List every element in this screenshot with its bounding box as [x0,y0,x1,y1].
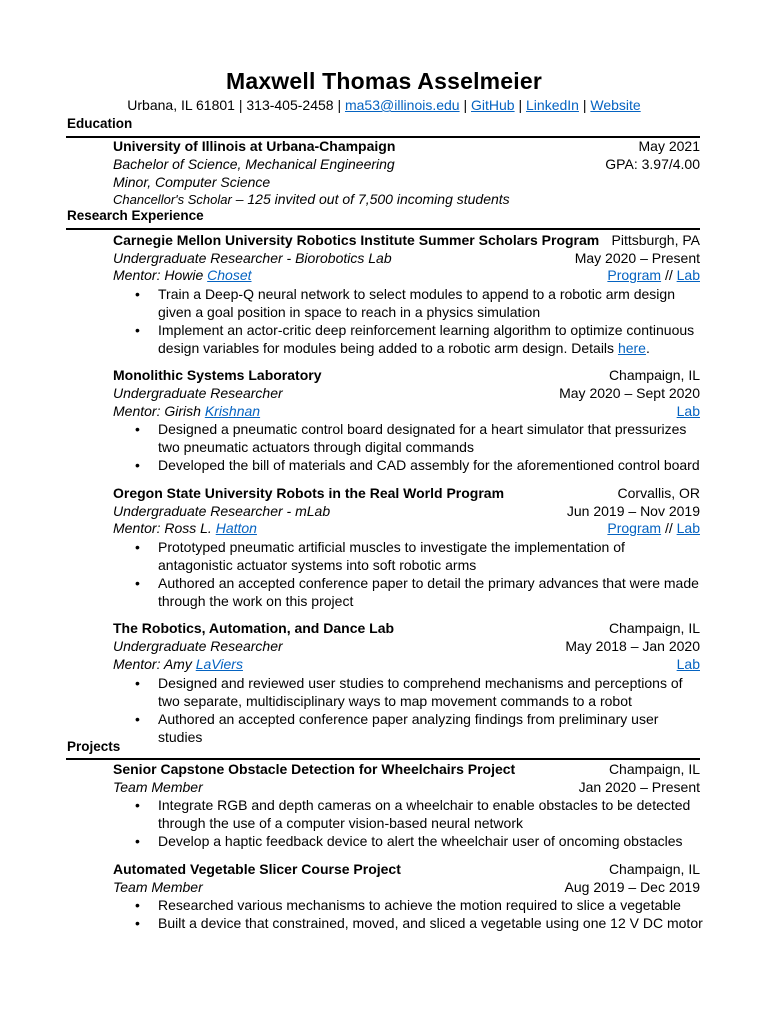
section-title-research: Research Experience [67,208,204,223]
project-entry-role [113,778,700,796]
linkedin-link[interactable]: LinkedIn [526,97,579,113]
project-bullets [113,896,703,932]
research-bullets [113,538,703,610]
research-location: Champaign, IL [608,367,700,383]
research-dates: Jun 2019 – Nov 2019 [566,503,700,519]
lab-link[interactable]: Lab [676,656,700,672]
research-org: The Robotics, Automation, and Dance Lab [113,620,395,636]
lab-link[interactable]: Lab [676,520,700,536]
research-entry-role [113,249,700,267]
mentor-link[interactable]: Krishnan [204,403,261,419]
research-org: Oregon State University Robots in the Real World Program [113,485,505,501]
research-entry-mentor [113,655,700,673]
research-bullets [113,285,703,357]
details-link[interactable]: here [617,340,646,356]
education-school-row [113,137,700,155]
separator: | [514,97,527,113]
separator: | [578,97,591,113]
research-role: Undergraduate Researcher - mLab [113,503,331,519]
list-item: • Designed a pneumatic control board designated for a heart simulator that pressurizes two pneumatic actuators through digital commands [113,420,703,456]
project-role: Team Member [113,779,203,795]
research-org: Carnegie Mellon University Robotics Institute Summer Scholars Program [113,232,600,248]
bullet-end: . [645,340,650,356]
mentor-prefix: Mentor: Ross L. [113,520,216,536]
research-entry-role [113,502,700,520]
research-entry-role [113,637,700,655]
entry-links [677,402,700,420]
honor-name: Chancellor's Scholar [113,192,232,207]
website-link[interactable]: Website [590,97,641,113]
project-name: Automated Vegetable Slicer Course Project [113,861,401,877]
research-entry-role [113,384,700,402]
email-link[interactable]: ma53@illinois.edu [344,97,460,113]
research-dates: May 2020 – Present [574,250,700,266]
research-location: Champaign, IL [608,620,700,636]
list-item: • Authored an accepted conference paper to detail the primary advances that were made through the work on this project [113,574,703,610]
list-item: • Designed and reviewed user studies to comprehend mechanisms and perceptions of two separate, multidisciplinary ways to map movement commands to a robot [113,674,703,710]
research-role: Undergraduate Researcher - Biorobotics Lab [113,250,392,266]
research-bullets [113,420,703,474]
research-entry-header [113,619,700,637]
honor-detail: – 125 invited out of 7,500 incoming students [231,191,510,207]
research-org: Monolithic Systems Laboratory [113,367,322,383]
mentor [113,519,257,537]
program-link[interactable]: Program [607,267,662,283]
mentor-link[interactable]: LaViers [195,656,243,672]
project-bullets [113,796,703,850]
resume-name: Maxwell Thomas Asselmeier [225,68,543,94]
program-link[interactable]: Program [607,520,662,536]
research-dates: May 2018 – Jan 2020 [565,638,700,654]
link-separator: // [661,267,677,283]
lab-link[interactable]: Lab [676,403,700,419]
mentor-link[interactable]: Hatton [215,520,257,536]
bullet-text: Implement an actor-critic deep reinforcement learning algorithm to optimize continuous design variables for modules being added to a robotic arm design. Details [158,322,695,356]
entry-links [607,519,700,537]
mentor-prefix: Mentor: Amy [113,656,196,672]
list-item: • Prototyped pneumatic artificial muscles to investigate the implementation of antagonistic actuator systems into soft robotic arms [113,538,703,574]
education-honor-row [113,190,700,208]
list-item: • Authored an accepted conference paper analyzing findings from preliminary user studies [113,710,703,746]
list-item: • Researched various mechanisms to achieve the motion required to slice a vegetable [113,896,703,914]
project-name: Senior Capstone Obstacle Detection for Wheelchairs Project [113,761,516,777]
research-entry-mentor [113,519,700,537]
research-location: Pittsburgh, PA [611,232,700,248]
project-role: Team Member [113,879,203,895]
list-item: • Built a device that constrained, moved, and sliced a vegetable using one 12 V DC motor [113,914,703,932]
research-bullets [113,674,703,746]
minor: Minor, Computer Science [113,174,271,190]
location-phone: Urbana, IL 61801 | 313-405-2458 | [127,97,345,113]
list-item [113,321,703,357]
github-link[interactable]: GitHub [471,97,515,113]
gpa: GPA: 3.97/4.00 [605,156,700,172]
project-location: Champaign, IL [608,861,700,877]
research-role: Undergraduate Researcher [113,638,283,654]
mentor [113,402,260,420]
lab-link[interactable]: Lab [676,267,700,283]
mentor-prefix: Mentor: Howie [113,267,208,283]
research-entry-mentor [113,402,700,420]
contact-line [0,97,768,113]
list-item: • Train a Deep-Q neural network to select modules to append to a robotic arm design given a goal position in space to reach in a physics simulation [113,285,703,321]
link-separator: // [661,520,677,536]
research-entry-header [113,484,700,502]
research-dates: May 2020 – Sept 2020 [559,385,700,401]
list-item: • Develop a haptic feedback device to alert the wheelchair user of oncoming obstacles [113,832,703,850]
school-name: University of Illinois at Urbana-Champaign [113,138,396,154]
list-item: • Integrate RGB and depth cameras on a wheelchair to enable obstacles to be detected through the use of a computer vision-based neural network [113,796,703,832]
research-entry-mentor [113,266,700,284]
research-role: Undergraduate Researcher [113,385,283,401]
project-entry-role [113,878,700,896]
project-entry-header [113,860,700,878]
separator: | [459,97,472,113]
section-title-education: Education [67,116,133,131]
entry-links [607,266,700,284]
list-item: • Developed the bill of materials and CAD assembly for the aforementioned control board [113,456,703,474]
mentor-link[interactable]: Choset [207,267,252,283]
education-minor-row [113,173,700,191]
section-title-projects: Projects [67,739,121,754]
entry-links [677,655,700,673]
project-dates: Aug 2019 – Dec 2019 [564,879,700,895]
mentor-prefix: Mentor: Girish [113,403,205,419]
graduation-date: May 2021 [638,138,700,154]
research-entry-header [113,366,700,384]
project-location: Champaign, IL [608,761,700,777]
mentor [113,266,252,284]
education-degree-row [113,155,700,173]
honor [113,190,510,208]
research-location: Corvallis, OR [617,485,700,501]
section-divider [66,228,700,230]
mentor [113,655,243,673]
project-dates: Jan 2020 – Present [578,779,700,795]
research-entry-header [113,231,700,249]
project-entry-header [113,760,700,778]
degree: Bachelor of Science, Mechanical Engineering [113,156,395,172]
